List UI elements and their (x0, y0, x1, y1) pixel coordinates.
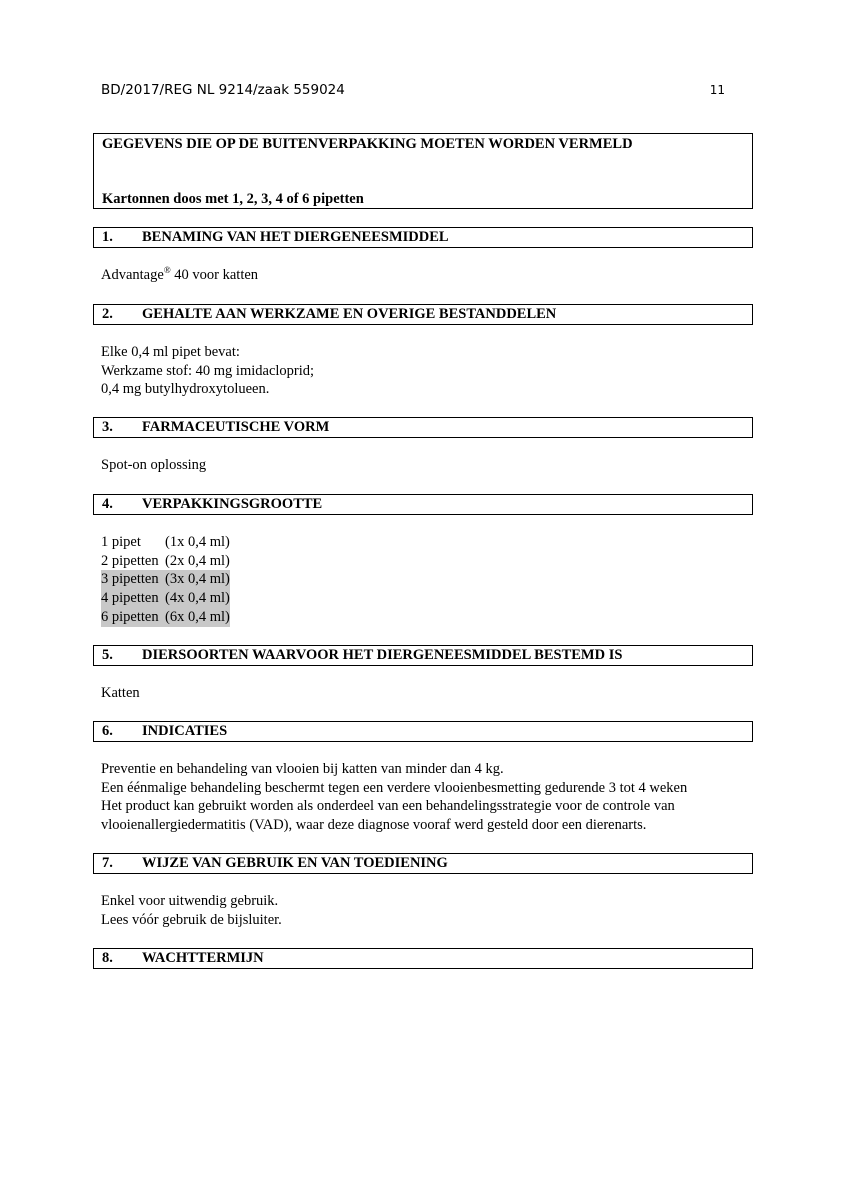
title-box (93, 133, 753, 209)
pack-count: 1 pipet (101, 534, 141, 550)
section-2-content (101, 343, 751, 399)
text-line: Elke 0,4 ml pipet bevat: (101, 344, 240, 360)
page-header (101, 80, 725, 100)
section-title: GEHALTE AAN WERKZAME EN OVERIGE BESTANDDELEN (142, 306, 557, 322)
section-number: 3. (102, 419, 113, 435)
table-row (101, 570, 230, 589)
text-line: 0,4 mg butylhydroxytolueen. (101, 381, 270, 398)
section-title: DIERSOORTEN WAARVOOR HET DIERGENEESMIDDEL BESTEMD IS (142, 647, 623, 663)
section-number: 2. (102, 306, 113, 322)
section-3-content (101, 456, 751, 475)
pack-volume: (6x 0,4 ml) (165, 608, 230, 625)
text-line: Katten (101, 685, 140, 701)
section-2-header (93, 304, 753, 325)
pack-volume: (2x 0,4 ml) (165, 552, 230, 569)
table-row (101, 533, 230, 552)
section-number: 4. (102, 496, 113, 512)
section-7-header (93, 853, 753, 874)
section-number: 5. (102, 647, 113, 663)
registered-mark: ® (163, 265, 171, 276)
pack-count: 6 pipetten (101, 608, 165, 627)
title-heading: GEGEVENS DIE OP DE BUITENVERPAKKING MOETEN WORDEN VERMELD (102, 136, 633, 152)
section-number: 7. (102, 855, 113, 871)
pack-count: 4 pipetten (101, 589, 165, 608)
product-name: Advantage (101, 267, 164, 283)
section-8-header (93, 948, 753, 969)
table-row (101, 589, 230, 608)
section-title: FARMACEUTISCHE VORM (142, 419, 330, 435)
section-7-content (101, 892, 751, 929)
section-1-content (101, 266, 751, 285)
section-number: 1. (102, 229, 113, 245)
text-line: vlooienallergiedermatitis (VAD), waar deze diagnose vooraf werd gesteld door een dierenarts. (101, 817, 647, 834)
text-line: Werkzame stof: 40 mg imidacloprid; (101, 362, 315, 379)
table-row (101, 608, 230, 627)
text-line: Het product kan gebruikt worden als onderdeel van een behandelingsstrategie voor de controle van (101, 798, 675, 815)
section-4-content (101, 533, 751, 627)
section-number: 6. (102, 723, 113, 739)
section-4-header (93, 494, 753, 515)
title-subheading: Kartonnen doos met 1, 2, 3, 4 of 6 pipetten (102, 191, 364, 207)
section-title: BENAMING VAN HET DIERGENEESMIDDEL (142, 229, 449, 245)
package-size-table (101, 533, 230, 627)
pack-volume: (4x 0,4 ml) (165, 590, 230, 607)
product-name-line (101, 266, 751, 285)
section-5-header (93, 645, 753, 666)
section-number: 8. (102, 950, 113, 966)
section-6-header (93, 721, 753, 742)
section-title: VERPAKKINGSGROOTTE (142, 496, 323, 512)
section-title: INDICATIES (142, 723, 228, 739)
pack-volume: (3x 0,4 ml) (165, 571, 230, 588)
section-title: WACHTTERMIJN (142, 950, 264, 966)
text-line: Een éénmalige behandeling beschermt tegen een verdere vlooienbesmetting gedurende 3 tot 4 weken (101, 779, 688, 796)
section-1-header (93, 227, 753, 248)
pack-volume: (1x 0,4 ml) (165, 534, 230, 550)
page-number: 11 (709, 83, 725, 97)
text-line: Preventie en behandeling van vlooien bij katten van minder dan 4 kg. (101, 761, 504, 777)
section-5-content (101, 684, 751, 703)
pack-count: 3 pipetten (101, 570, 165, 589)
pack-count: 2 pipetten (101, 552, 159, 569)
section-6-content (101, 760, 751, 835)
text-line: Spot-on oplossing (101, 457, 207, 473)
text-line: Enkel voor uitwendig gebruik. (101, 893, 279, 909)
document-reference: BD/2017/REG NL 9214/zaak 559024 (101, 82, 345, 98)
section-title: WIJZE VAN GEBRUIK EN VAN TOEDIENING (142, 855, 448, 871)
product-name-rest: 40 voor katten (170, 267, 259, 283)
text-line: Lees vóór gebruik de bijsluiter. (101, 911, 282, 928)
section-3-header (93, 417, 753, 438)
table-row (101, 552, 230, 571)
